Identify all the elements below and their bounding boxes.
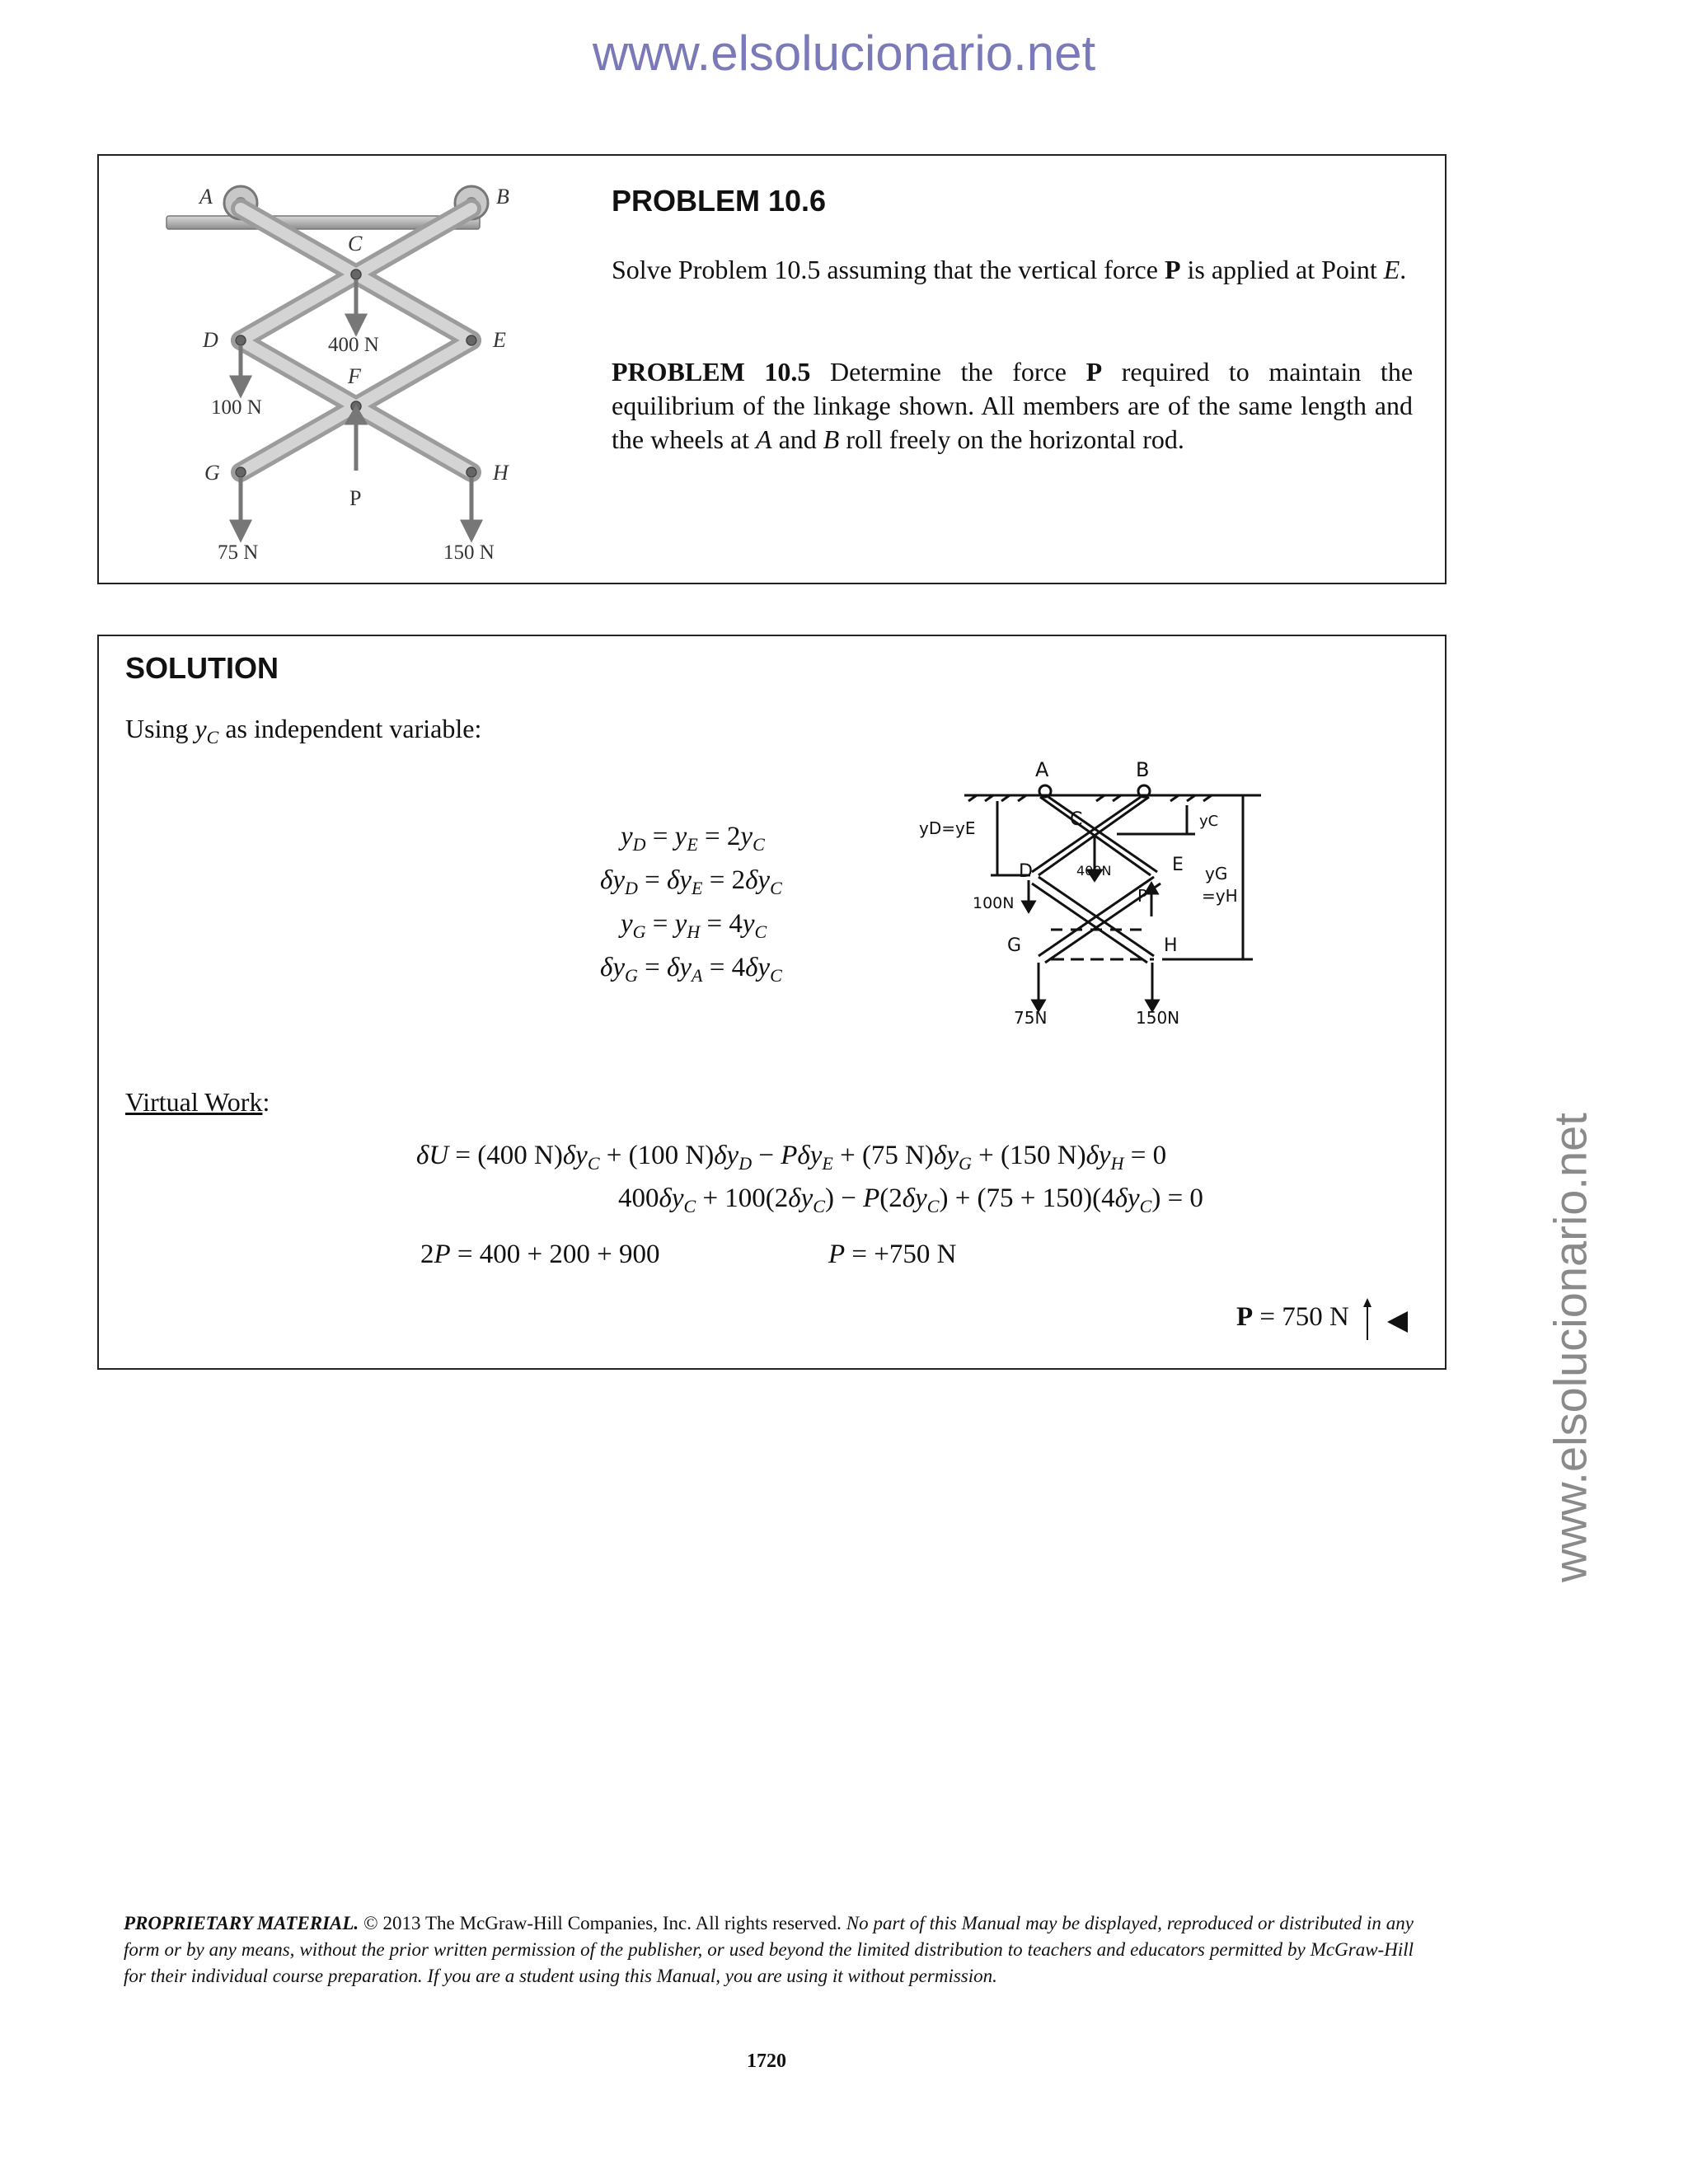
force-100n: 100 N bbox=[211, 396, 262, 419]
sketch-75n: 75N bbox=[1014, 1008, 1048, 1024]
label-p: P bbox=[349, 486, 362, 510]
end-marker-icon bbox=[1385, 1310, 1409, 1334]
eq-virtual-work-expanded: $400\delta y_C + 100(2\delta y_C) - P(2\delta y_C) + (75 + 150)(4\delta y_C) = 0$ bbox=[618, 1183, 1203, 1216]
watermark-top: www.elsolucionario.net bbox=[592, 26, 1096, 81]
sketch-h: H bbox=[1164, 935, 1178, 956]
reference-point: B bbox=[823, 424, 840, 454]
sketch-100n: 100N bbox=[973, 894, 1015, 912]
reference-text: roll freely on the horizontal rod. bbox=[839, 424, 1184, 454]
eq-2p: 2P = 400 + 200 + 900 bbox=[420, 1240, 660, 1269]
virtual-work-label bbox=[125, 1085, 270, 1119]
sketch-yg: yG bbox=[1205, 864, 1228, 883]
label-b: B bbox=[496, 185, 509, 209]
sketch-d: D bbox=[1019, 861, 1033, 882]
problem-title: PROBLEM 10.6 bbox=[612, 184, 827, 218]
reference-text: required to maintain the equilibrium of the linkage shown. All members are of the same length and the wheels at bbox=[612, 357, 1414, 454]
answer-value: = 750 N bbox=[1253, 1302, 1349, 1332]
sketch-c: C bbox=[1070, 809, 1083, 830]
footer-normal: © 2013 The McGraw-Hill Companies, Inc. All rights reserved. bbox=[359, 1913, 842, 1933]
eq-yg-yh: $y_G = y_H = 4y_C$ bbox=[621, 909, 767, 942]
up-arrow-icon bbox=[1360, 1296, 1375, 1342]
intro-text: Using bbox=[125, 714, 195, 743]
intro-var: y bbox=[195, 714, 207, 743]
watermark-side-text: www.elsolucionario.net bbox=[1544, 1113, 1597, 1582]
label-e: E bbox=[493, 328, 506, 352]
reference-point: A bbox=[756, 424, 772, 454]
page-number: 1720 bbox=[747, 2050, 786, 2072]
reference-text: Determine the force bbox=[810, 357, 1086, 387]
linkage-figure bbox=[132, 157, 593, 582]
label-g: G bbox=[204, 461, 220, 485]
eq-virtual-work: δU = (400 $N)\delta y_C + (100$ $N)\delta y_D - P\delta y_E + (75$ $N)\delta y_G + (150$ $N)\delta y_H = 0$ bbox=[416, 1141, 1167, 1174]
sketch-p: P bbox=[1137, 886, 1148, 906]
sketch-g: G bbox=[1007, 935, 1022, 956]
solution-sketch bbox=[915, 760, 1286, 1024]
force-75n: 75 N bbox=[218, 541, 259, 564]
reference-problem bbox=[612, 355, 1413, 457]
statement-text: is applied at Point bbox=[1180, 255, 1384, 284]
label-c: C bbox=[348, 232, 363, 255]
answer-bold: P bbox=[1236, 1302, 1254, 1332]
copyright-footer bbox=[124, 1910, 1414, 1990]
solution-title: SOLUTION bbox=[125, 651, 279, 685]
sketch-yd-ye: yD=yE bbox=[919, 818, 976, 838]
statement-text: . bbox=[1400, 255, 1407, 284]
label-h: H bbox=[493, 461, 509, 485]
sketch-a: A bbox=[1035, 760, 1049, 781]
eq-p-value: P = +750 N bbox=[828, 1240, 957, 1269]
reference-bold: P bbox=[1085, 357, 1103, 387]
virtual-work-colon: : bbox=[262, 1087, 270, 1117]
footer-italic: No part of this Manual may be displayed, reproduced or distributed in any form or by any means, without the prior written permission of the publisher, or used beyond the limited distribution to teachers and educators permitted by McGraw-Hill for their individual course preparation. If you are a student using this Manual, you are using it without permission. bbox=[124, 1913, 1414, 1986]
label-f: F bbox=[348, 364, 361, 388]
solution-box bbox=[97, 635, 1447, 1370]
sketch-yc: yC bbox=[1199, 813, 1219, 830]
sketch-400n: 400N bbox=[1076, 863, 1112, 879]
statement-bold: P bbox=[1164, 255, 1181, 284]
eq-yd-ye: $y_D = y_E = 2y_C$ bbox=[621, 822, 765, 855]
sketch-150n: 150N bbox=[1136, 1008, 1180, 1024]
solution-intro bbox=[125, 712, 481, 754]
eq-dyd-dye: $\delta y_D = \delta y_E = 2\delta y_C$ bbox=[600, 865, 782, 898]
sketch-b: B bbox=[1136, 760, 1150, 781]
final-answer bbox=[1236, 1302, 1349, 1333]
force-150n: 150 N bbox=[443, 541, 495, 564]
force-400n: 400 N bbox=[328, 334, 379, 356]
statement-text: Solve Problem 10.5 assuming that the vertical force bbox=[612, 255, 1165, 284]
eq-dyg-dya: $\delta y_G = \delta y_A = 4\delta y_C$ bbox=[600, 953, 782, 986]
label-a: A bbox=[199, 185, 213, 209]
problem-box bbox=[97, 154, 1447, 584]
problem-statement bbox=[612, 253, 1413, 287]
sketch-yh: =yH bbox=[1202, 886, 1238, 906]
sketch-e: E bbox=[1172, 855, 1184, 875]
statement-point: E bbox=[1383, 255, 1400, 284]
reference-title: PROBLEM 10.5 bbox=[612, 357, 811, 387]
intro-sub: C bbox=[206, 727, 219, 748]
intro-text: as independent variable: bbox=[218, 714, 482, 743]
footer-bold: PROPRIETARY MATERIAL. bbox=[124, 1913, 359, 1933]
virtual-work-underlined: Virtual Work bbox=[125, 1087, 263, 1117]
label-d: D bbox=[203, 328, 218, 352]
reference-text: and bbox=[771, 424, 823, 454]
